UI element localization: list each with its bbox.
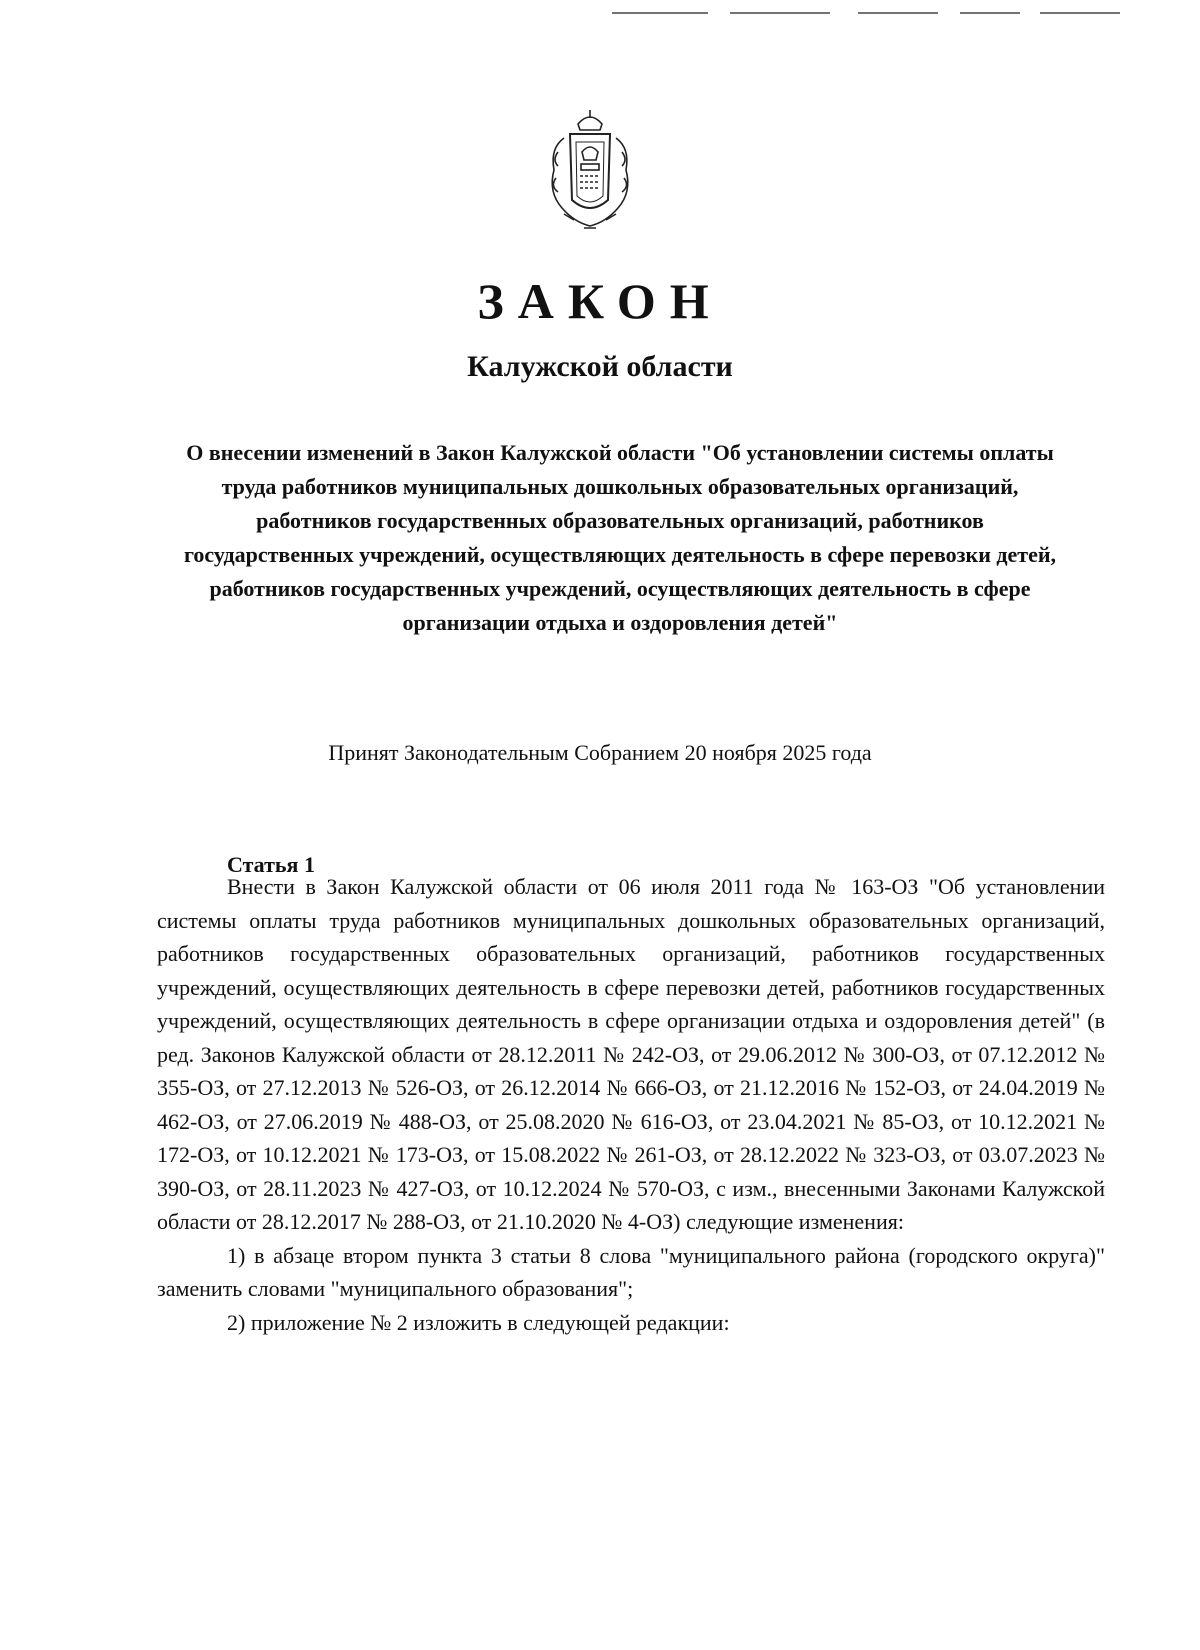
scan-artifact-line — [960, 12, 1020, 14]
scan-artifact-line — [612, 12, 708, 14]
document-subtitle: Калужской области — [467, 350, 733, 383]
article-paragraph: 2) приложение № 2 изложить в следующей редакции: — [227, 1309, 730, 1335]
scan-artifact-line — [1040, 12, 1120, 14]
adoption-statement: Принят Законодательным Собранием 20 ноября 2025 года — [328, 740, 872, 765]
article-paragraph: 1) в абзаце втором пункта 3 статьи 8 слова "муниципального района (городского округа)" заменить словами "муниципального образования"; — [157, 1242, 1105, 1301]
document-title: ЗАКОН — [477, 273, 723, 329]
article-paragraph: Внести в Закон Калужской области от 06 июля 2011 года № 163-ОЗ "Об установлении системы оплаты труда работников муниципальных дошкольных образовательных организаций, работников государственных образовательных организаций, работников государственных учреждений, осуществляющих деятельность в сфере перевозки детей, работников государственных учреждений, осуществляющих деятельность в сфере организации отдыха и оздоровления детей" (в ред. Законов Калужской области от 28.12.2011 № 242-ОЗ, от 29.06.2012 № 300-ОЗ, от 07.12.2012 № 355-ОЗ, от 27.12.2013 № 526-ОЗ, от 26.12.2014 № 666-ОЗ, от 21.12.2016 № 152-ОЗ, от 24.04.2019 № 462-ОЗ, от 27.06.2019 № 488-ОЗ, от 25.08.2020 № 616-ОЗ, от 23.04.2021 № 85-ОЗ, от 10.12.2021 № 172-ОЗ, от 10.12.2021 № 173-ОЗ, от 15.08.2022 № 261-ОЗ, от 28.12.2022 № 323-ОЗ, от 03.07.2023 № 390-ОЗ, от 28.11.2023 № 427-ОЗ, от 10.12.2024 № 570-ОЗ, с изм., внесенными Законами Калужской области от 28.12.2017 № 288-ОЗ, от 21.10.2020 № 4-ОЗ) следующие изменения: — [157, 874, 1105, 1234]
scan-artifact-line — [858, 12, 938, 14]
scan-artifact-line — [730, 12, 830, 14]
coat-of-arms-emblem — [534, 108, 646, 232]
article-body — [157, 870, 1105, 1339]
article-heading: Статья 1 — [227, 852, 315, 877]
law-name: О внесении изменений в Закон Калужской области "Об установлении системы оплаты труда работников муниципальных дошкольных образовательных организаций, работников государственных образовательных организаций, работников государственных учреждений, осуществляющих деятельность в сфере перевозки детей, работников государственных учреждений, осуществляющих деятельность в сфере организации отдыха и оздоровления детей" — [183, 440, 1057, 635]
